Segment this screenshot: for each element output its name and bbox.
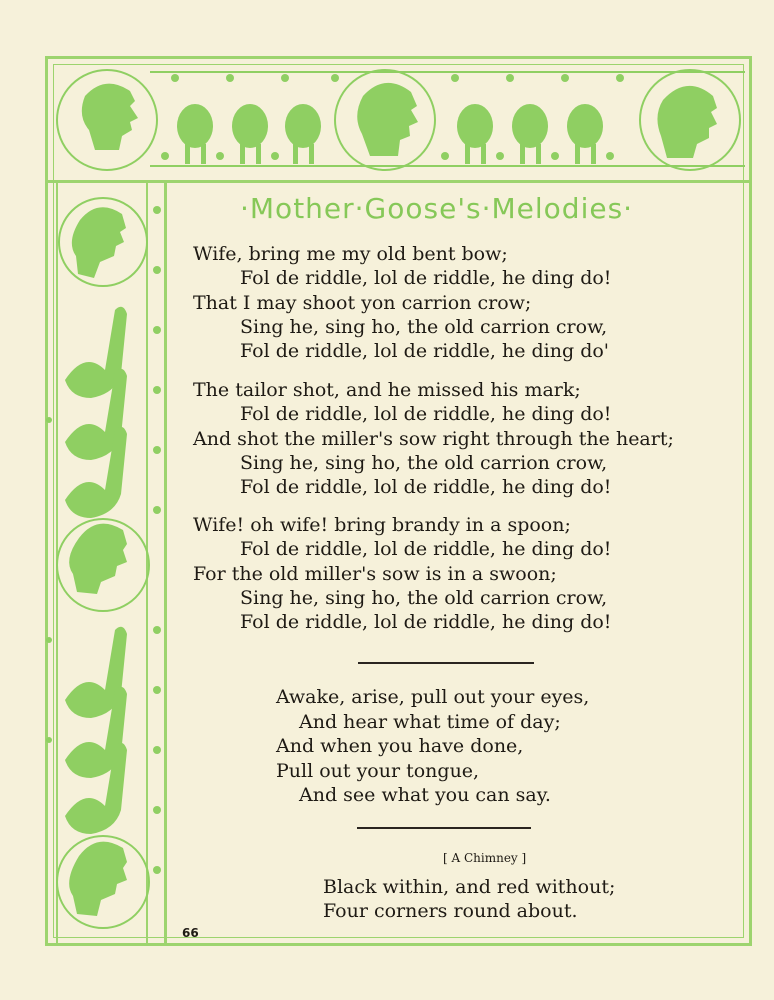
poem-line: Sing he, sing ho, the old carrion crow,: [240, 315, 608, 338]
section-divider-rule: [357, 827, 531, 829]
dancing-pig-icon: [177, 104, 321, 164]
poem-line: And hear what time of day;: [299, 710, 561, 733]
chimney-riddle: [323, 875, 615, 923]
poem-stanza-2: [193, 378, 674, 499]
portrait-silhouette-icon: [82, 84, 138, 150]
page-number: 66: [182, 926, 199, 940]
poem-line: Four corners round about.: [323, 900, 578, 922]
poem-line: Fol de riddle, lol de riddle, he ding do!: [240, 403, 612, 426]
left-decorative-band: [45, 180, 167, 946]
poem-line: Sing he, sing ho, the old carrion crow,: [240, 586, 608, 609]
poem-line: Fol de riddle, lol de riddle, he ding do!: [240, 267, 612, 290]
portrait-silhouette-icon: [72, 207, 126, 278]
dancing-pig-icon: [457, 104, 603, 164]
portrait-silhouette-icon: [357, 83, 418, 156]
poem-line: Fol de riddle, lol de riddle, he ding do!: [240, 476, 612, 499]
page-title: ·Mother·Goose's·Melodies·: [240, 192, 634, 225]
poem-line: Sing he, sing ho, the old carrion crow,: [240, 451, 608, 474]
poem-line: Fol de riddle, lol de riddle, he ding do!: [240, 611, 612, 634]
poem-line: And shot the miller's sow right through the heart;: [193, 427, 674, 450]
portrait-silhouette-icon: [69, 524, 127, 594]
portrait-silhouette-icon: [657, 86, 717, 158]
section-divider-rule: [358, 662, 534, 664]
poem-line: Awake, arise, pull out your eyes,: [276, 686, 590, 708]
poem-stanza-3: [193, 513, 611, 634]
poem-line: Black within, and red without;: [323, 876, 616, 898]
poem-line: Fol de riddle, lol de riddle, he ding do': [240, 340, 610, 363]
poem-line: For the old miller's sow is in a swoon;: [193, 562, 557, 585]
goose-silhouette-icon: [65, 307, 127, 518]
poem-line: And when you have done,: [276, 735, 524, 757]
poem-line: Wife, bring me my old bent bow;: [193, 243, 508, 265]
poem-line: And see what you can say.: [299, 784, 551, 806]
riddle-poem-eyes: [276, 685, 589, 808]
poem-line: That I may shoot yon carrion crow;: [193, 291, 532, 314]
portrait-silhouette-icon: [69, 842, 127, 916]
poem-stanza-1: [193, 242, 611, 363]
poem-line: Wife! oh wife! bring brandy in a spoon;: [193, 514, 571, 536]
goose-silhouette-icon: [65, 627, 127, 834]
poem-line: Pull out your tongue,: [276, 759, 480, 782]
top-decorative-band: [45, 56, 752, 184]
riddle-answer-label: [ A Chimney ]: [443, 851, 527, 865]
poem-line: Fol de riddle, lol de riddle, he ding do!: [240, 538, 612, 561]
poem-line: The tailor shot, and he missed his mark;: [193, 379, 581, 401]
